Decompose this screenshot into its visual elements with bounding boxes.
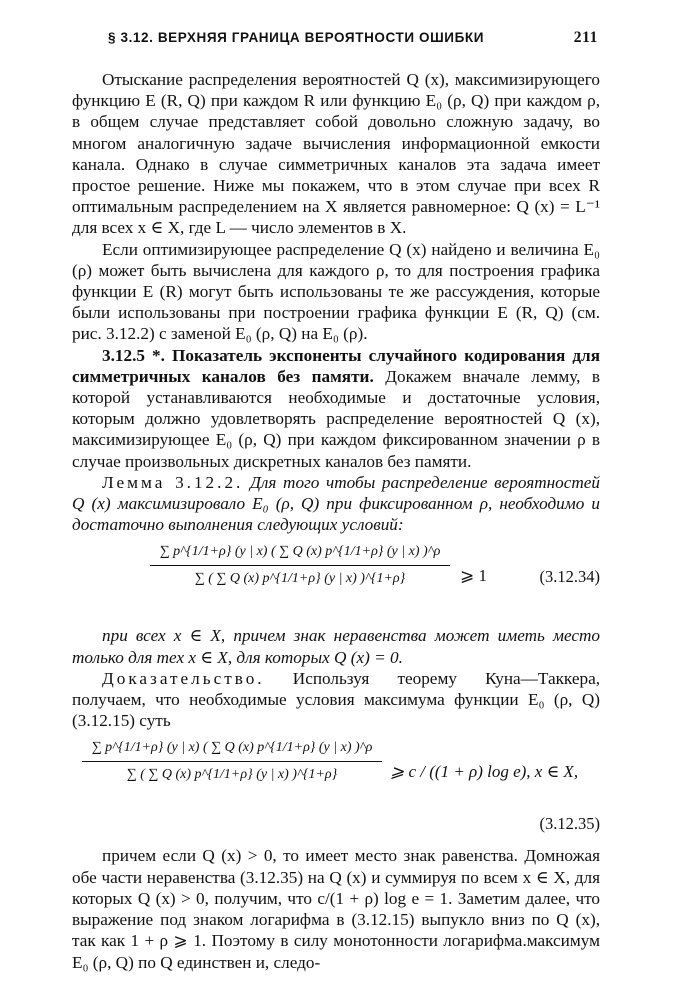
eq1-fraction xyxy=(150,541,450,588)
eq2-numerator: ∑ p^{1/1+ρ} (y | x) ( ∑ Q (x) p^{1/1+ρ} (y | x) )^ρ xyxy=(91,740,373,756)
main-text xyxy=(72,69,600,973)
section-title: 3.12.5 *. Показатель экспоненты случайного кодирования для симметричных каналов без памяти. xyxy=(72,345,600,386)
paragraph-1: Отыскание распределения вероятностей Q (x), максимизирующего функцию E (R, Q) при каждом R или функцию E₀ (ρ, Q) при каждом ρ, в общем случае представляет собой довольно сложную задачу, во многом аналогичную задаче вычисления информационной емкости канала. Однако в случае симметричных каналов эта задача имеет простое решение. Ниже мы покажем, что в этом случае при всех R оптимальным распределением на X является равномерное: Q (x) = L⁻¹ для всех x ∈ X, где L — число элементов в X. xyxy=(72,70,600,238)
proof-text: Используя теорему Куна—Таккера, получаем, что необходимые условия максимума функции E₀ (ρ, Q) (3.12.15) суть xyxy=(72,668,600,731)
eq2-fraction xyxy=(82,737,382,784)
paragraph-2: Если оптимизирующее распределение Q (x) найдено и величина E₀ (ρ) может быть вычислена для каждого ρ, то для построения графика функции E (R) могут быть использованы те же рассуждения, которые были использованы при построении графика функции E (R, Q) (см. рис. 3.12.2) с заменой E₀ (ρ, Q) на E₀ (ρ). xyxy=(72,239,600,344)
page-header xyxy=(108,30,598,50)
equation-3-12-35 xyxy=(72,735,600,839)
eq1-fraction-bar xyxy=(150,565,450,566)
section-3-12-5 xyxy=(72,345,600,472)
paragraph-final: причем если Q (x) > 0, то имеет место знак равенства. Домножая обе части неравенства (3.12.35) на Q (x) и суммируя по всем x ∈ X, для которых Q (x) > 0, получим, что c/(1 + ρ) log e = 1. Заметим далее, что выражение под знаком логарифма в (3.12.15) выпукло вниз по Q (x), так как 1 + ρ ⩾ 1. Поэтому в силу монотонности логарифма.максимум E₀ (ρ, Q) по Q единствен и, следо- xyxy=(72,846,600,972)
lemma-label: Лемма 3.12.2. xyxy=(102,472,244,492)
eq1-numerator: ∑ p^{1/1+ρ} (y | x) ( ∑ Q (x) p^{1/1+ρ} (y | x) )^ρ xyxy=(159,544,441,560)
equation-3-12-34 xyxy=(72,539,600,619)
lemma xyxy=(72,472,600,536)
eq2-denominator: ∑ ( ∑ Q (x) p^{1/1+ρ} (y | x) )^{1+ρ} xyxy=(126,766,338,782)
eq2-relation: ⩾ c / ((1 + ρ) log e), x ∈ X, xyxy=(390,762,579,782)
eq1-denominator: ∑ ( ∑ Q (x) p^{1/1+ρ} (y | x) )^{1+ρ} xyxy=(194,570,406,586)
eq1-number: (3.12.34) xyxy=(539,567,600,587)
proof-label: Доказательство. xyxy=(102,668,265,688)
page-number: 211 xyxy=(573,29,598,46)
lemma-condition: при всех x ∈ X, причем знак неравенства может иметь место только для тех x ∈ X, для которых Q (x) = 0. xyxy=(72,626,600,667)
lemma-text: Для того чтобы распределение вероятностей Q (x) максимизировало E₀ (ρ, Q) при фиксированном ρ, необходимо и достаточно выполнения следующих условий: xyxy=(72,472,601,535)
proof xyxy=(72,668,600,732)
eq1-relation: ⩾ 1 xyxy=(460,566,487,586)
eq2-fraction-bar xyxy=(82,761,382,762)
running-title: § 3.12. ВЕРХНЯЯ ГРАНИЦА ВЕРОЯТНОСТИ ОШИБКИ xyxy=(108,30,485,45)
eq2-number: (3.12.35) xyxy=(539,814,600,834)
section-text: Докажем вначале лемму, в которой устанавливаются необходимые и достаточные условия, которым должно удовлетворять распределение вероятностей Q (x), максимизирующее E₀ (ρ, Q) при каждом фиксированном значении ρ в случае произвольных дискретных каналов без памяти. xyxy=(72,366,600,471)
